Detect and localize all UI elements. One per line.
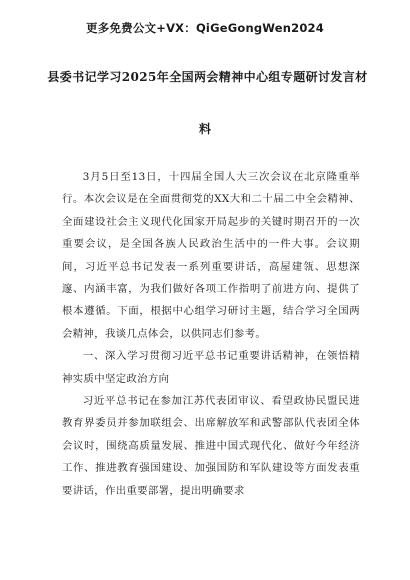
document-title-line-1: 县委书记学习2025年全国两会精神中心组专题研讨发言材 [47,70,368,84]
document-title-line-2: 料 [198,122,211,136]
section-heading-1: 一、深入学习贯彻习近平总书记重要讲话精神，在领悟精神实质中坚定政治方向 [62,350,360,385]
watermark-text: 更多免费公文+VX：QiGeGongWen2024 [86,21,324,35]
paragraph-intro: 3月5日至13日，十四届全国人大三次会议在北京隆重举行。本次会议是在全面贯彻党的XX大和二十届二中全会精神、全面建设社会主义现代化国家开局起步的关键时期召开的一次重要会议，是全国各族人民政治生活中的一件大事。会议期间，习近平总书记发表一系列重要讲话，高屋建瓴、思想深邃、内涵丰富，为我们做好各项工作指明了前进方向、提供了根本遵循。下面，根据中心组学习研讨主题，结合学习全国两会精神，我谈几点体会，以供同志们参考。 [62,171,360,340]
paragraph-section-1: 习近平总书记在参加江苏代表团审议、看望政协民盟民进教育界委员并参加联组会、出席解放军和武警部队代表团全体会议时，围绕高质量发展、推进中国式现代化、做好今年经济工作、推进教育强国建设、加强国防和军队建设等方面发表重要讲话，作出重要部署，提出明确要求 [62,395,360,497]
document-body [62,166,360,502]
